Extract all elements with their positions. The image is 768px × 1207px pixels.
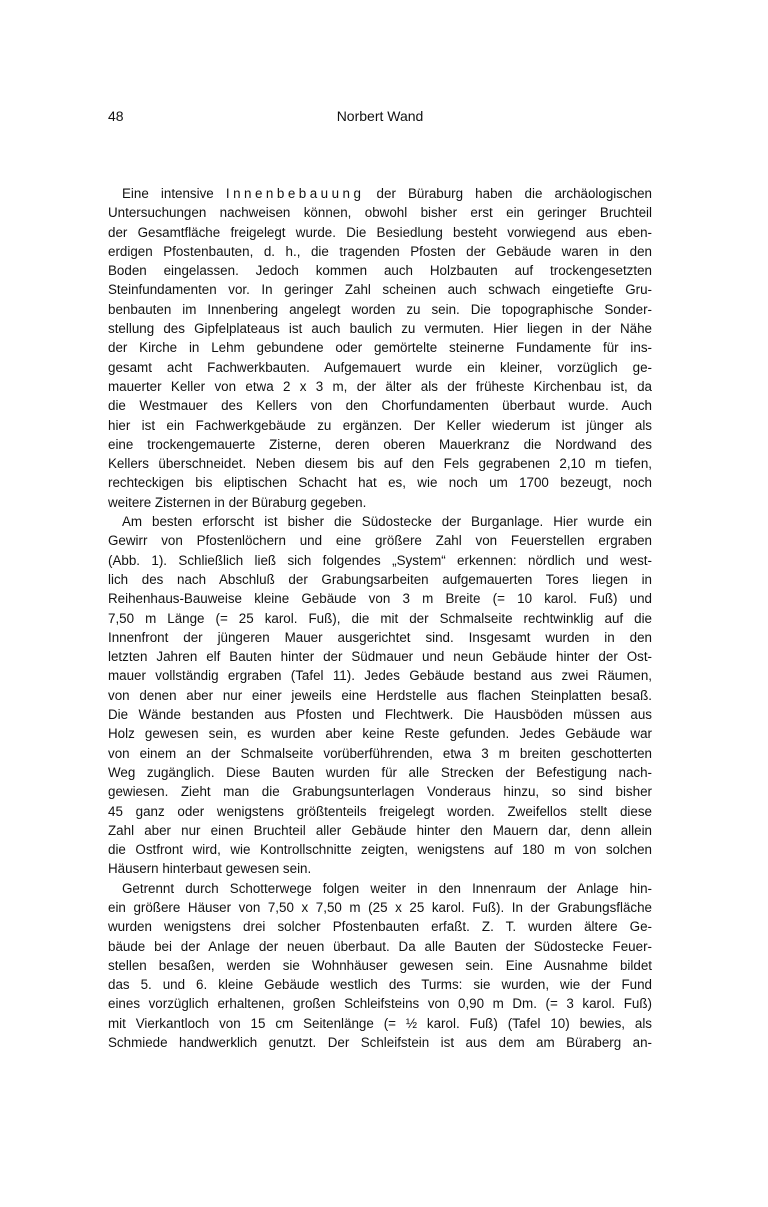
text-line: der Kirche in Lehm gebundene oder gemörtelte steinerne Fundamente für ins- xyxy=(108,340,652,356)
text-line: Gewirr von Pfostenlöchern und eine größere Zahl von Feuerstellen ergraben xyxy=(108,533,652,549)
page-number: 48 xyxy=(108,108,124,124)
text-line: Schmiede handwerklich genutzt. Der Schleifstein ist aus dem am Büraberg an- xyxy=(108,1035,652,1051)
text-line: bäude bei der Anlage der neuen überbaut. Da alle Bauten der Südostecke Feuer- xyxy=(108,938,652,954)
text-line: Untersuchungen nachweisen können, obwohl bisher erst ein geringer Bruchteil xyxy=(108,205,652,221)
text-line: Die Wände bestanden aus Pfosten und Flechtwerk. Die Hausböden müssen aus xyxy=(108,707,652,723)
text-line: 7,50 m Länge (= 25 karol. Fuß), die mit der Schmalseite rechtwinklig auf die xyxy=(108,610,652,626)
text-line: gewiesen. Zieht man die Grabungsunterlagen Vonderaus hinzu, so sind bisher xyxy=(108,784,652,800)
text-line: rechteckigen bis eliptischen Schacht hat es, wie noch um 1700 bezeugt, noch xyxy=(108,475,652,491)
emphasized-term: Innenbebauung xyxy=(225,186,365,201)
running-title: Norbert Wand xyxy=(336,108,424,124)
text-line: stellung des Gipfelplateaus ist auch baulich zu vermuten. Hier liegen in der Nähe xyxy=(108,321,652,337)
text-line: hier ist ein Fachwerkgebäude zu ergänzen. Der Keller wiederum ist jünger als xyxy=(108,417,652,433)
text-line: eines vorzüglich erhaltenen, großen Schleifsteins von 0,90 m Dm. (= 3 karol. Fuß) xyxy=(108,996,652,1012)
text-line: eine trockengemauerte Zisterne, deren oberen Mauerkranz die Nordwand des xyxy=(108,436,652,452)
text-line: Innenfront der jüngeren Mauer ausgerichtet sind. Insgesamt wurden in den xyxy=(108,629,652,645)
text-line: (Abb. 1). Schließlich ließ sich folgendes „System“ erkennen: nördlich und west- xyxy=(108,552,652,568)
text-line: mauerter Keller von etwa 2 x 3 m, der älter als der früheste Kirchenbau ist, da xyxy=(108,378,652,394)
text-line: stellen besaßen, werden sie Wohnhäuser gewesen sein. Eine Ausnahme bildet xyxy=(108,957,652,973)
text-line: die Westmauer des Kellers von den Chorfundamenten überbaut wurde. Auch xyxy=(108,398,652,414)
text-line: 45 ganz oder wenigstens größtenteils freigelegt worden. Zweifellos stellt diese xyxy=(108,803,652,819)
text-line: von einem an der Schmalseite vorüberführenden, etwa 3 m breiten geschotterten xyxy=(108,745,652,761)
text-line: Boden eingelassen. Jedoch kommen auch Holzbauten auf trockengesetzten xyxy=(108,263,652,279)
page-header xyxy=(108,108,652,128)
text-line: mit Vierkantloch von 15 cm Seitenlänge (= ½ karol. Fuß) (Tafel 10) bewies, als xyxy=(108,1015,652,1031)
text-line: wurden wenigstens drei solcher Pfostenbauten erfaßt. Z. T. wurden ältere Ge- xyxy=(108,919,652,935)
text-line: lich des nach Abschluß der Grabungsarbeiten aufgemauerten Tores liegen in xyxy=(108,571,652,587)
text-line: Getrennt durch Schotterwege folgen weiter in den Innenraum der Anlage hin- xyxy=(122,880,652,896)
body-text xyxy=(108,184,652,1052)
text-line: von denen aber nur einer jeweils eine Herdstelle aus flachen Steinplatten besaß. xyxy=(108,687,652,703)
text-line: Eine intensive Innenbebauung der Büraburg haben die archäologischen xyxy=(122,186,653,201)
text-line: Reihenhaus-Bauweise kleine Gebäude von 3 m Breite (= 10 karol. Fuß) und xyxy=(108,591,652,607)
text-line: gesamt acht Fachwerkbauten. Aufgemauert wurde ein kleiner, vorzüglich ge- xyxy=(108,359,652,375)
text-line: die Ostfront wird, wie Kontrollschnitte zeigten, wenigstens auf 180 m von solchen xyxy=(108,842,652,858)
text-line: ein größere Häuser von 7,50 x 7,50 m (25 x 25 karol. Fuß). In der Grabungsfläche xyxy=(108,899,652,915)
text-line: Holz gewesen sein, es wurden aber keine Reste gefunden. Jedes Gebäude war xyxy=(108,726,652,742)
text-line: erdigen Pfostenbauten, d. h., die tragenden Pfosten der Gebäude waren in den xyxy=(108,243,652,259)
text-line: Steinfundamenten vor. In geringer Zahl scheinen auch schwach eingetiefte Gru- xyxy=(108,282,652,298)
text-line: benbauten im Innenbering angelegt worden zu sein. Die topographische Sonder- xyxy=(108,301,652,317)
text-line: letzten Jahren elf Bauten hinter der Südmauer und neun Gebäude hinter der Ost- xyxy=(108,649,652,665)
text-line: Häusern hinterbaut gewesen sein. xyxy=(108,861,312,877)
text-line: das 5. und 6. kleine Gebäude westlich des Turms: sie wurden, wie der Fund xyxy=(108,977,652,993)
text-line: Am besten erforscht ist bisher die Südostecke der Burganlage. Hier wurde ein xyxy=(122,514,652,530)
text-line: weitere Zisternen in der Büraburg gegeben. xyxy=(108,494,367,510)
text-line: mauer vollständig ergraben (Tafel 11). Jedes Gebäude bestand aus zwei Räumen, xyxy=(108,668,652,684)
text-line: der Gesamtfläche freigelegt wurde. Die Besiedlung besteht vorwiegend aus eben- xyxy=(108,224,652,240)
text-line: Weg zugänglich. Diese Bauten wurden für alle Strecken der Befestigung nach- xyxy=(108,764,652,780)
text-line: Kellers überschneidet. Neben diesem bis auf den Fels gegrabenen 2,10 m tiefen, xyxy=(108,456,652,472)
text-line: Zahl aber nur einen Bruchteil aller Gebäude hinter den Mauern dar, denn allein xyxy=(108,822,652,838)
